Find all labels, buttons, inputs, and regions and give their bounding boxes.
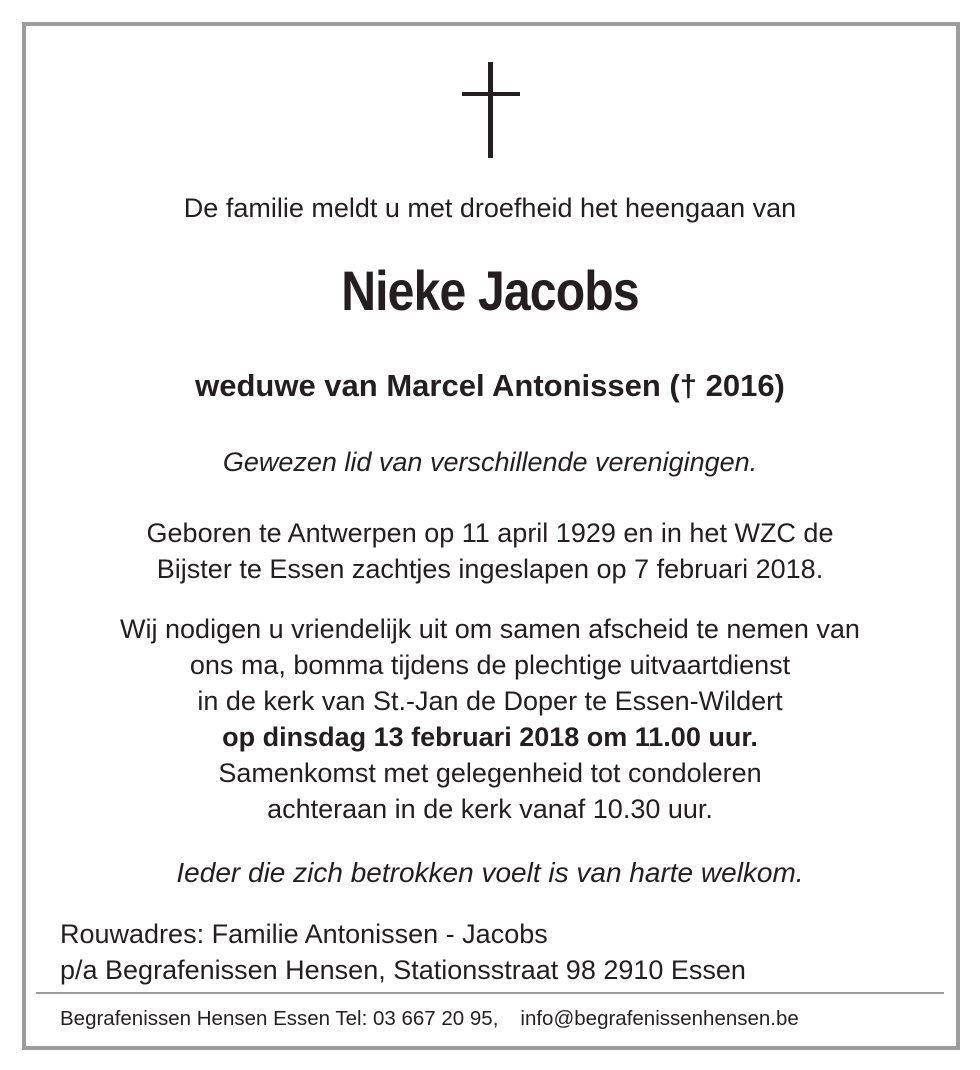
footer: [60, 1007, 799, 1031]
address-line: p/a Begrafenissen Hensen, Stationsstraat 98 2910 Essen: [60, 955, 746, 985]
mourning-address: [60, 916, 746, 988]
gathering-line: Samenkomst met gelegenheid tot condoleren: [218, 758, 762, 788]
deceased-name: Nieke Jacobs: [341, 259, 639, 322]
birth-death-line: Geboren te Antwerpen op 11 april 1929 en in het WZC de: [146, 518, 834, 548]
birth-death-paragraph: [0, 515, 980, 587]
service-datetime: op dinsdag 13 februari 2018 om 11.00 uur.: [222, 722, 758, 752]
invitation-line: Wij nodigen u vriendelijk uit om samen afscheid te nemen van: [120, 614, 860, 644]
gathering-line: achteraan in de kerk vanaf 10.30 uur.: [267, 794, 713, 824]
footer-divider: [36, 992, 944, 994]
widow-of-text: weduwe van Marcel Antonissen († 2016): [195, 368, 785, 403]
address-line: Rouwadres: Familie Antonissen - Jacobs: [60, 919, 548, 949]
invitation-line: ons ma, bomma tijdens de plechtige uitvaartdienst: [189, 650, 791, 680]
membership-text: Gewezen lid van verschillende verenigingen.: [222, 447, 758, 477]
invitation-paragraph: [0, 611, 980, 827]
invitation-line: in de kerk van St.-Jan de Doper te Essen-Wildert: [197, 686, 783, 716]
footer-company-phone: Begrafenissen Hensen Essen Tel: 03 667 20 95,: [60, 1007, 499, 1030]
birth-death-line: Bijster te Essen zachtjes ingeslapen op 7 februari 2018.: [156, 554, 824, 584]
intro-text: De familie meldt u met droefheid het heengaan van: [183, 193, 797, 223]
cross-icon: [462, 62, 520, 158]
welcome-text: Ieder die zich betrokken voelt is van harte welkom.: [176, 857, 804, 888]
footer-email[interactable]: info@begrafenissenhensen.be: [520, 1007, 799, 1030]
